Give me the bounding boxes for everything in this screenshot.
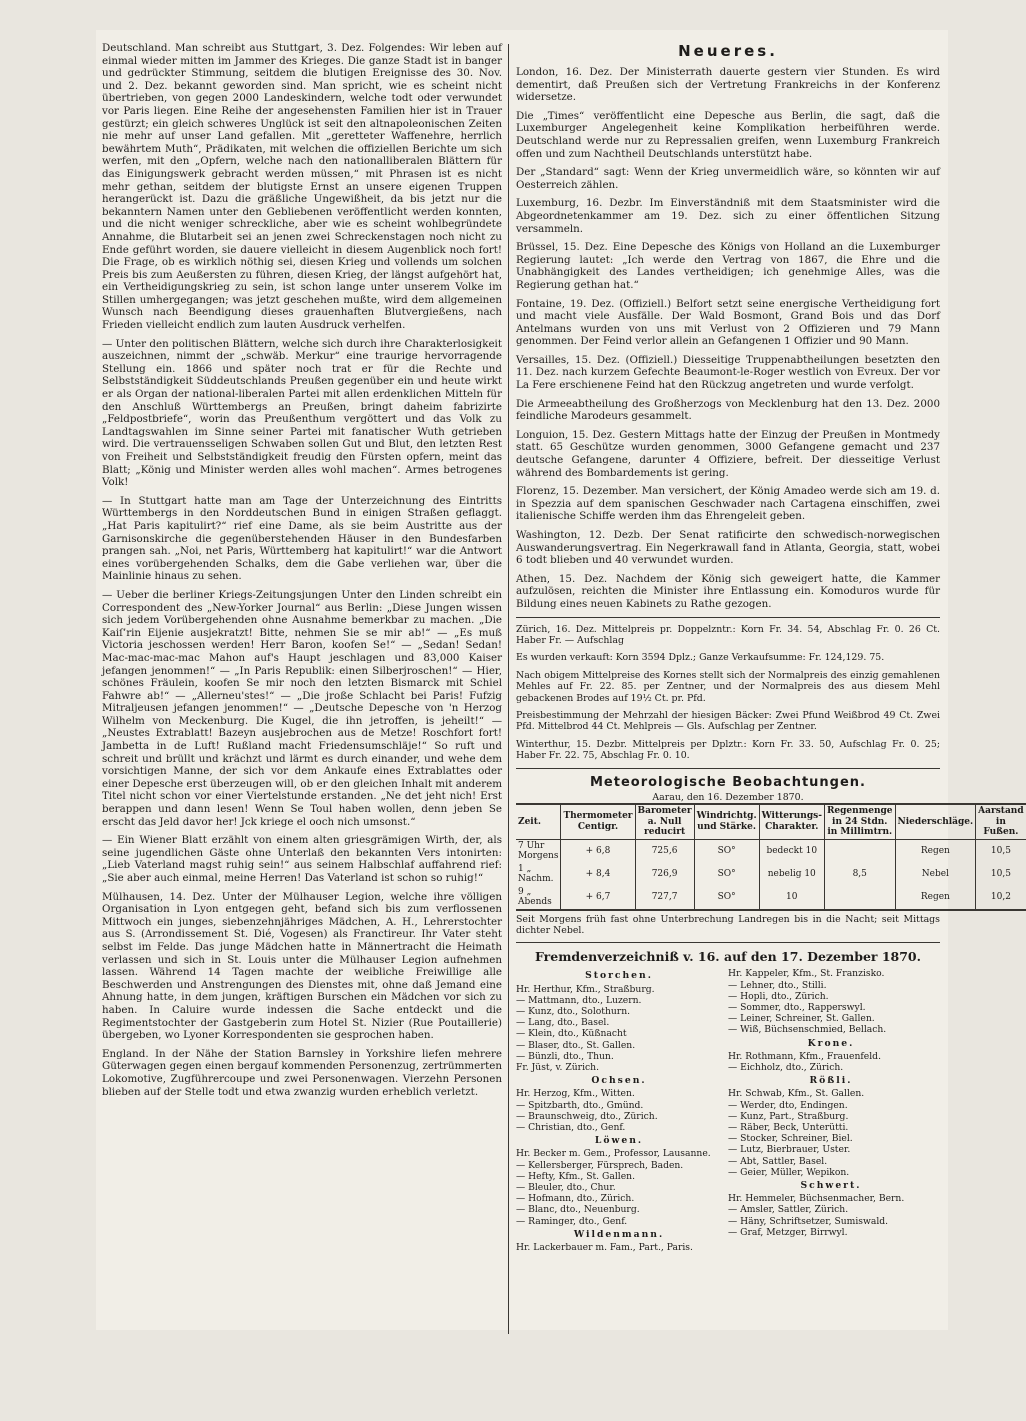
- guest-entry: — Lehner, dto., Stilli.: [728, 979, 827, 991]
- meteo-header-row: [516, 804, 1026, 839]
- guest-entry: — Sommer, dto., Rapperswyl.: [728, 1001, 866, 1013]
- table-row: [516, 863, 1026, 886]
- guest-entry: — Hofmann, dto., Zürich.: [516, 1193, 635, 1205]
- guest-entry: Hr. Rothmann, Kfm., Frauenfeld.: [728, 1050, 881, 1062]
- table-cell: Regen: [895, 886, 976, 910]
- hotel-name: Rößli.: [809, 1075, 853, 1087]
- guest-entry: — Hefty, Kfm., St. Gallen.: [516, 1170, 635, 1182]
- news-item: Washington, 12. Dezb. Der Senat ratificirte den schwedisch-norwegischen Auswanderungsvertrag. Ein Negerkrawall fand in Atlanta, Georgia, statt, wobei 6 todt blieben und 40 verwundet wurden.: [516, 529, 940, 567]
- hotel-name: Schwert.: [800, 1180, 862, 1191]
- guest-entry: — Leiner, Schreiner, St. Gallen.: [728, 1013, 875, 1025]
- table-cell: 7 Uhr Morgens: [518, 840, 559, 862]
- hotel-name: Wildenmann.: [573, 1228, 665, 1240]
- meteo-col-header: Aarstand in Fußen.: [976, 804, 1026, 839]
- hotel-name: Löwen.: [594, 1135, 644, 1147]
- news-item: Longuion, 15. Dez. Gestern Mittags hatte der Einzug der Preußen in Montmedy statt. 65 Geschütze wurden genommen, 3000 Gefangene gemacht und 237 deutsche Gefangene, darunter 4 Offiziere, befreit. Der diesseitige Verlust während des Bombardements ist gering.: [516, 428, 940, 479]
- table-cell: Regen: [895, 839, 976, 863]
- guest-entry: — Braunschweig, dto., Zürich.: [516, 1110, 658, 1122]
- table-cell: 10,2: [976, 886, 1026, 910]
- article-muelhausen: Mülhausen, 14. Dez. Unter der Mülhauser Legion, welche ihre völligen Organisation in Lyon entgegen geht, befand sich bis zum verflossenen Mittwoch ein junges, siebenzehnjähriges Mädchen, A. H., Lehrerstochter aus S. (Arrondissement St. Dié, Vogesen) als Franctireur. Ihr Vater steht selbst im Felde. Das junge Mädchen hatte in Männertracht die Heimath verlassen und sich in St. Louis unter die Mülhauser Legion aufnehmen lassen. Während 14 Tagen machte der weibliche Freiwillige alle Beschwerden und Anstrengungen des Dienstes mit, ohne daß Jemand eine Ahnung hatte, in dem jungen, kräftigen Burschen ein Mädchen vor sich zu haben. In Caluire wurde indessen die Sache entdeckt und die Regimentstochter der Gastgeberin zum Hotel St. Nizier (Rue Poutaillerie) übergeben, wo Lyoner Korrespondenten sie gesprochen haben.: [102, 890, 502, 1042]
- guest-entry: Hr. Schwab, Kfm., St. Gallen.: [728, 1088, 865, 1100]
- guest-entry: — Lang, dto., Basel.: [516, 1017, 610, 1029]
- newspaper-page: [96, 30, 1024, 1330]
- article-wiener-blatt: — Ein Wiener Blatt erzählt von einem alten griesgrämigen Wirth, der, als seine jugendlichen Gäste ohne Unterlaß den bekannten Vers intonirten: „Lieb Vaterland magst ruhig sein!“ aus seinem Halbschlaf auffahrend rief: „Sie aber auch einmal, meine Herren! Das Vaterland ist schon so ruhig!“: [102, 834, 502, 884]
- guest-entry: — Blaser, dto., St. Gallen.: [516, 1039, 636, 1051]
- table-row: [516, 839, 1026, 863]
- table-cell: [824, 886, 895, 910]
- guest-entry: — Kunz, Part., Straßburg.: [728, 1110, 849, 1122]
- guest-entry: — Hopli, dto., Zürich.: [728, 990, 829, 1002]
- guest-entry: — Mattmann, dto., Luzern.: [516, 994, 642, 1006]
- guest-entry: — Abt, Sattler, Basel.: [728, 1155, 828, 1167]
- meteo-col-header: Niederschläge.: [895, 804, 976, 839]
- table-cell: 725,6: [635, 839, 694, 863]
- article-deutschland: Deutschland. Man schreibt aus Stuttgart, 3. Dez. Folgendes: Wir leben auf einmal wieder mitten im Jammer des Krieges. Die ganze Stadt ist in banger und gedrückter Stimmung, seitdem die blutigen Ereignisse des 30. Nov. und 2. Dez. bekannt geworden sind. Man spricht, wie es scheint nicht übertrieben, von gegen 2000 Landeskindern, welche todt oder verwundet vor Paris liegen. Eine Reihe der angesehensten Familien hier ist in Trauer gestürzt; ein gleich schweres Unglück ist seit den altnapoleonischen Zeiten nie mehr auf unser Land gefallen. Mit „geretteter Waffenehre, herrlich bewährtem Muth“, Prädikaten, mit welchen die offiziellen Berichte um sich werfen, mit den „Opfern, welche nach den nationalliberalen Blättern für das Einigungswerk gebracht werden müssen,“ mit Phrasen ist es nicht mehr gethan, seitdem der blutigste Ernst an unsere eigenen Truppen herangerückt ist. Dazu die gräßliche Ungewißheit, da bis jetzt nur die bekanntern Namen unter den Gebliebenen veröffentlicht werden konnten, und die nicht weniger schreckliche, aber wie es scheint wohlbegründete Annahme, die Blutarbeit sei an jenen zwei Schreckenstagen noch nicht zu Ende geführt worden, sie dauere vielleicht in diesem Augenblick noch fort! Die Frage, ob es wirklich nöthig sei, diesen Krieg und vollends um solchen Preis bis zum Aeußersten zu führen, diesen Krieg, der längst aufgehört hat, ein Vertheidigungskrieg zu sein, ist schon lange unter unserem Volke im Stillen umhergegangen; was jetzt geschehen mußte, wird dem allgemeinen Wunsch nach Beendigung dieses grauenhaften Blutvergießens, nach Frieden vielleicht endlich zum lauten Ausdruck verhelfen.: [102, 42, 502, 332]
- article-berlin-zeitungsjungen: — Ueber die berliner Kriegs-Zeitungsjungen Unter den Linden schreibt ein Correspondent des „New-Yorker Journal“ aus Berlin: „Diese Jungen wissen sich jedem Vorübergehenden ohne Ausnahme bemerkbar zu machen. „Die Kaiſ’rin Eijenie ausjekratzt! Bitte, nehmen Sie se mir ab!“ — „Es muß Victoria jeschossen werden! Herr Baron, koofen Se!“ — „Sedan! Sedan! Mac-mac-mac-mac Mahon auf's Haupt jeschlagen und 83,000 Kaiser jefangen jenommen!“ — „In Paris Republik: einen Silberjroschen!“ — Hier, schönes Fräulein, koofen Se mir noch den letzten Bismarck mit Schiel Fahwre ab!“ — „Allerneu'stes!“ — „Die jroße Schlacht bei Paris! Fufzig Mitraljeusen jefangen jenommen!“ — „Deutsche Depesche von 'n Herzog Wilhelm von Meckenburg. Die Kugel, die ihn jetroffen, is jeheilt!“ — „Neustes Extrablatt! Bazeyn ausjebrochen aus de Metze! Roschfort fort! Jambetta in de Luft! Rußland macht Friedensumschläje!“ So ruft und schreit und brüllt und krächzt und lärmt es durch einander, und wehe dem vorsichtigen Manne, der sich vor dem Ankaufe eines Extrablattes oder einer Depesche erst überzeugen will, ob er den gleichen Inhalt mit anderem Titel nicht schon vor einer Viertelstunde erstanden. „Ne det jeht nich! Erst berappen und dann lesen! Wenn Se Toul haben wollen, denn jeben Se erscht das Jeld davor her! Jck kriege el ooch nich umsonst.“: [102, 588, 502, 828]
- meteo-col-header: Windrichtg. und Stärke.: [694, 804, 759, 839]
- table-cell: 9 „ Abends: [518, 886, 552, 908]
- news-item: Brüssel, 15. Dez. Eine Depesche des Königs von Holland an die Luxemburger Regierung lautet: „Ich werde den Vertrag von 1867, die Ehre und die Unabhängigkeit des Landes vertheidigen; ich genehmige Alles, was die Regierung gethan hat.“: [516, 241, 940, 291]
- table-cell: bedeckt 10: [759, 839, 824, 863]
- meteo-note: Seit Morgens früh fast ohne Unterbrechung Landregen bis in die Nacht; seit Mittags dichter Nebel.: [516, 913, 940, 936]
- guest-entry: — Bleuler, dto., Chur.: [516, 1182, 616, 1193]
- guest-column-right: [728, 968, 940, 1253]
- guest-entry: — Kellersberger, Fürsprech, Baden.: [516, 1159, 684, 1171]
- guest-entry: — Christian, dto., Genf.: [516, 1121, 626, 1133]
- news-item: Versailles, 15. Dez. (Offiziell.) Diesseitige Truppenabtheilungen besetzten den 11. Dez. nach kurzem Gefechte Beaumont-le-Roger westlich von Evreux. Der vor La Fere erschienene Feind hat den Rückzug angetreten und wurde verfolgt.: [516, 353, 940, 392]
- guest-entry: Hr. Herzog, Kfm., Witten.: [516, 1088, 635, 1100]
- section-rule: [516, 942, 940, 943]
- guest-entry: Hr. Lackerbauer m. Fam., Part., Paris.: [516, 1242, 693, 1254]
- market-report: [516, 624, 940, 762]
- news-item: Fontaine, 19. Dez. (Offiziell.) Belfort setzt seine energische Vertheidigung fort und macht viele Ausfälle. Der Wald Bosmont, Grand Bois und das Dorf Antelmans wurden von uns mit Verlust von 2 Offizieren und 79 Mann genommen. Der Feind verlor allein an Gefangenen 1 Offizier und 90 Mann.: [516, 297, 940, 348]
- table-cell: + 6,7: [561, 886, 635, 910]
- table-cell: SO°: [694, 839, 759, 863]
- guest-entry: Fr. Jüst, v. Zürich.: [516, 1061, 599, 1073]
- neueres-header: Neueres.: [678, 42, 778, 60]
- left-column: [102, 42, 502, 1104]
- hotel-name: Krone.: [807, 1037, 855, 1049]
- fremden-title: Fremdenverzeichniß v. 16. auf den 17. Dezember 1870.: [535, 949, 921, 965]
- hotel-name: Storchen.: [585, 970, 653, 982]
- table-cell: [824, 839, 895, 863]
- table-cell: 10,5: [976, 863, 1026, 886]
- news-item: Athen, 15. Dez. Nachdem der König sich geweigert hatte, die Kammer aufzulösen, reichten die Minister ihre Entlassung ein. Komoduros wurde für Bildung eines neuen Kabinets zu Rathe gezogen.: [516, 572, 940, 610]
- meteo-col-header: Zeit.: [518, 816, 542, 827]
- guest-entry: — Raminger, dto., Genf.: [516, 1215, 628, 1227]
- table-cell: 10,5: [976, 839, 1026, 863]
- news-item: London, 16. Dez. Der Ministerrath dauerte gestern vier Stunden. Es wird dementirt, daß Preußen sich der Vertretung Frankreichs in der Konferenz widersetze.: [516, 66, 940, 104]
- column-divider: [508, 44, 509, 1334]
- guest-entry: — Kunz, dto., Solothurn.: [516, 1005, 631, 1017]
- section-rule: [516, 768, 940, 769]
- table-cell: + 8,4: [561, 863, 635, 886]
- table-cell: Nebel: [895, 863, 976, 886]
- table-cell: 727,7: [635, 886, 694, 910]
- right-column: [516, 42, 1024, 1254]
- table-cell: 8,5: [824, 863, 895, 886]
- table-cell: nebelig 10: [759, 863, 824, 886]
- market-line: Preisbestimmung der Mehrzahl der hiesigen Bäcker: Zwei Pfund Weißbrod 49 Ct. Zwei Pfd. Mittelbrod 44 Ct. Mehlpreis — Gls. Aufschlag per Zentner.: [516, 710, 940, 733]
- meteo-subtitle: Aarau, den 16. Dezember 1870.: [652, 791, 804, 803]
- guest-column-left: [516, 968, 728, 1253]
- section-rule: [516, 617, 940, 618]
- table-cell: SO°: [694, 886, 759, 910]
- guest-entry: Hr. Kappeler, Kfm., St. Franzisko.: [728, 968, 885, 980]
- news-item: Der „Standard“ sagt: Wenn der Krieg unvermeidlich wäre, so könnten wir auf Oesterreich zählen.: [516, 166, 940, 191]
- guest-entry: — Häny, Schriftsetzer, Sumiswald.: [728, 1215, 889, 1227]
- market-line: Winterthur, 15. Dezbr. Mittelpreis per Dplztr.: Korn Fr. 33. 50, Aufschlag Fr. 0. 25; Haber Fr. 22. 75, Abschlag Fr. 0. 10.: [516, 738, 940, 762]
- guest-entry: — Stocker, Schreiner, Biel.: [728, 1133, 853, 1145]
- guest-entry: Hr. Hemmeler, Büchsenmacher, Bern.: [728, 1193, 905, 1205]
- market-line: Zürich, 16. Dez. Mittelpreis pr. Doppelzntr.: Korn Fr. 34. 54, Abschlag Fr. 0. 26 Ct. Haber Fr. — Aufschlag: [516, 623, 940, 646]
- guest-entry: — Klein, dto., Küßnacht: [516, 1028, 627, 1040]
- guest-entry: — Lutz, Bierbrauer, Uster.: [728, 1144, 851, 1156]
- article-stuttgart: — In Stuttgart hatte man am Tage der Unterzeichnung des Eintritts Württembergs in den Norddeutschen Bund in einigen Straßen geflaggt. „Hat Paris kapitulirt?“ rief eine Dame, als sie beim Austritte aus der Garnisonskirche die gegenüberstehenden Häuser in den Bundesfarben prangen sah. „Noi, net Paris, Württemberg hat kapitulirt!“ war die Antwort eines vorübergehenden Schalks, dem die Gabe verliehen war, über die Mainlinie hinaus zu sehen.: [102, 494, 502, 583]
- guest-entry: — Bünzli, dto., Thun.: [516, 1050, 614, 1062]
- meteo-title: Meteorologische Beobachtungen.: [590, 774, 866, 790]
- meteo-col-header: Witterungs-Charakter.: [759, 804, 824, 839]
- guest-list: [516, 968, 940, 1253]
- table-cell: 1 „ Nachm.: [518, 863, 554, 885]
- guest-entry: — Wiß, Büchsenschmied, Bellach.: [728, 1024, 887, 1036]
- guest-entry: — Werder, dto, Endingen.: [728, 1099, 848, 1111]
- guest-entry: — Räber, Beck, Unterütti.: [728, 1121, 849, 1133]
- table-cell: SO°: [694, 863, 759, 886]
- table-cell: + 6,8: [561, 839, 635, 863]
- meteo-col-header: Barometer a. Null reducirt: [635, 804, 694, 839]
- guest-entry: — Geier, Müller, Wepikon.: [728, 1166, 850, 1178]
- meteo-col-header: Regenmenge in 24 Stdn. in Millimtrn.: [824, 804, 895, 839]
- guest-entry: — Amsler, Sattler, Zürich.: [728, 1204, 849, 1216]
- news-item: Die Armeeabtheilung des Großherzogs von Mecklenburg hat den 13. Dez. 2000 feindliche Marodeurs gesammelt.: [516, 397, 940, 423]
- meteo-table: [516, 803, 1026, 911]
- news-list: [516, 66, 940, 611]
- hotel-name: Ochsen.: [591, 1075, 647, 1087]
- guest-entry: — Blanc, dto., Neuenburg.: [516, 1204, 640, 1216]
- guest-entry: — Graf, Metzger, Birrwyl.: [728, 1226, 848, 1238]
- table-cell: 726,9: [635, 863, 694, 886]
- table-cell: 10: [759, 886, 824, 910]
- news-item: Luxemburg, 16. Dezbr. Im Einverständniß mit dem Staatsminister wird die Abgeordnetenkammer am 19. Dez. sich zu einer öffentlichen Sitzung versammeln.: [516, 197, 940, 235]
- article-england: England. In der Nähe der Station Barnsley in Yorkshire liefen mehrere Güterwagen gegen einen bergauf kommenden Personenzug, zertrümmerten Lokomotive, Zugführercoupe und zwei Personenwagen. Vierzehn Personen blieben auf der Stelle todt und etwa zwanzig wurden erheblich verletzt.: [102, 1047, 502, 1098]
- guest-entry: Hr. Herthur, Kfm., Straßburg.: [516, 983, 655, 995]
- guest-entry: — Eichholz, dto., Zürich.: [728, 1061, 844, 1073]
- market-line: Nach obigem Mittelpreise des Kornes stellt sich der Normalpreis des einzig gemahlenen Mehles auf Fr. 22. 85. per Zentner, und der Normalpreis des aus diesem Mehl gebackenen Brodes auf 19½ Ct. pr. Pfd.: [516, 669, 940, 704]
- market-line: Es wurden verkauft: Korn 3594 Dplz.; Ganze Verkaufsumme: Fr. 124,129. 75.: [516, 652, 885, 664]
- news-item: Die „Times“ veröffentlicht eine Depesche aus Berlin, die sagt, daß die Luxemburger Angelegenheit keine Komplikation herbeiführen werde. Deutschland werde nur zu Repressalien greifen, wenn Luxemburg Frankreich offen und zum Nachtheil Deutschlands unterstützt habe.: [516, 109, 940, 160]
- meteo-col-header: Thermometer Centigr.: [561, 804, 635, 839]
- table-row: [516, 886, 1026, 910]
- news-item: Florenz, 15. Dezember. Man versichert, der König Amadeo werde sich am 19. d. in Spezzia auf dem spanischen Geschwader nach Cartagena einschiffen, zwei italienische Schiffe werden ihm das Ehrengeleit geben.: [516, 485, 940, 523]
- guest-entry: — Spitzbarth, dto., Gmünd.: [516, 1099, 644, 1111]
- article-schwaeb-merkur: — Unter den politischen Blättern, welche sich durch ihre Charakterlosigkeit auszeichnen, nimmt der „schwäb. Merkur“ eine traurige hervorragende Stellung ein. 1866 und später noch trat er für die Rechte und Selbstständigkeit Süddeutschlands Preußen gegenüber ein und heute wirkt er als Organ der national-liberalen Partei mit allen erdenklichen Mitteln für den Anschluß Württembergs an Preußen, bringt daheim fabrizirte „Feldpostbriefe“, worin das Preußenthum vergöttert und das Volk zu Landtagswahlen im Sinne seiner Partei mit fanatischer Wuth getrieben wird. Die vertrauensseligen Schwaben sollen Gut und Blut, den letzten Rest von Freiheit und Selbstständigkeit freudig den Fürsten opfern, meint das Blatt; „König und Minister werden alles wohl machen“. Armes betrogenes Volk!: [102, 337, 502, 489]
- guest-entry: Hr. Becker m. Gem., Professor, Lausanne.: [516, 1148, 711, 1160]
